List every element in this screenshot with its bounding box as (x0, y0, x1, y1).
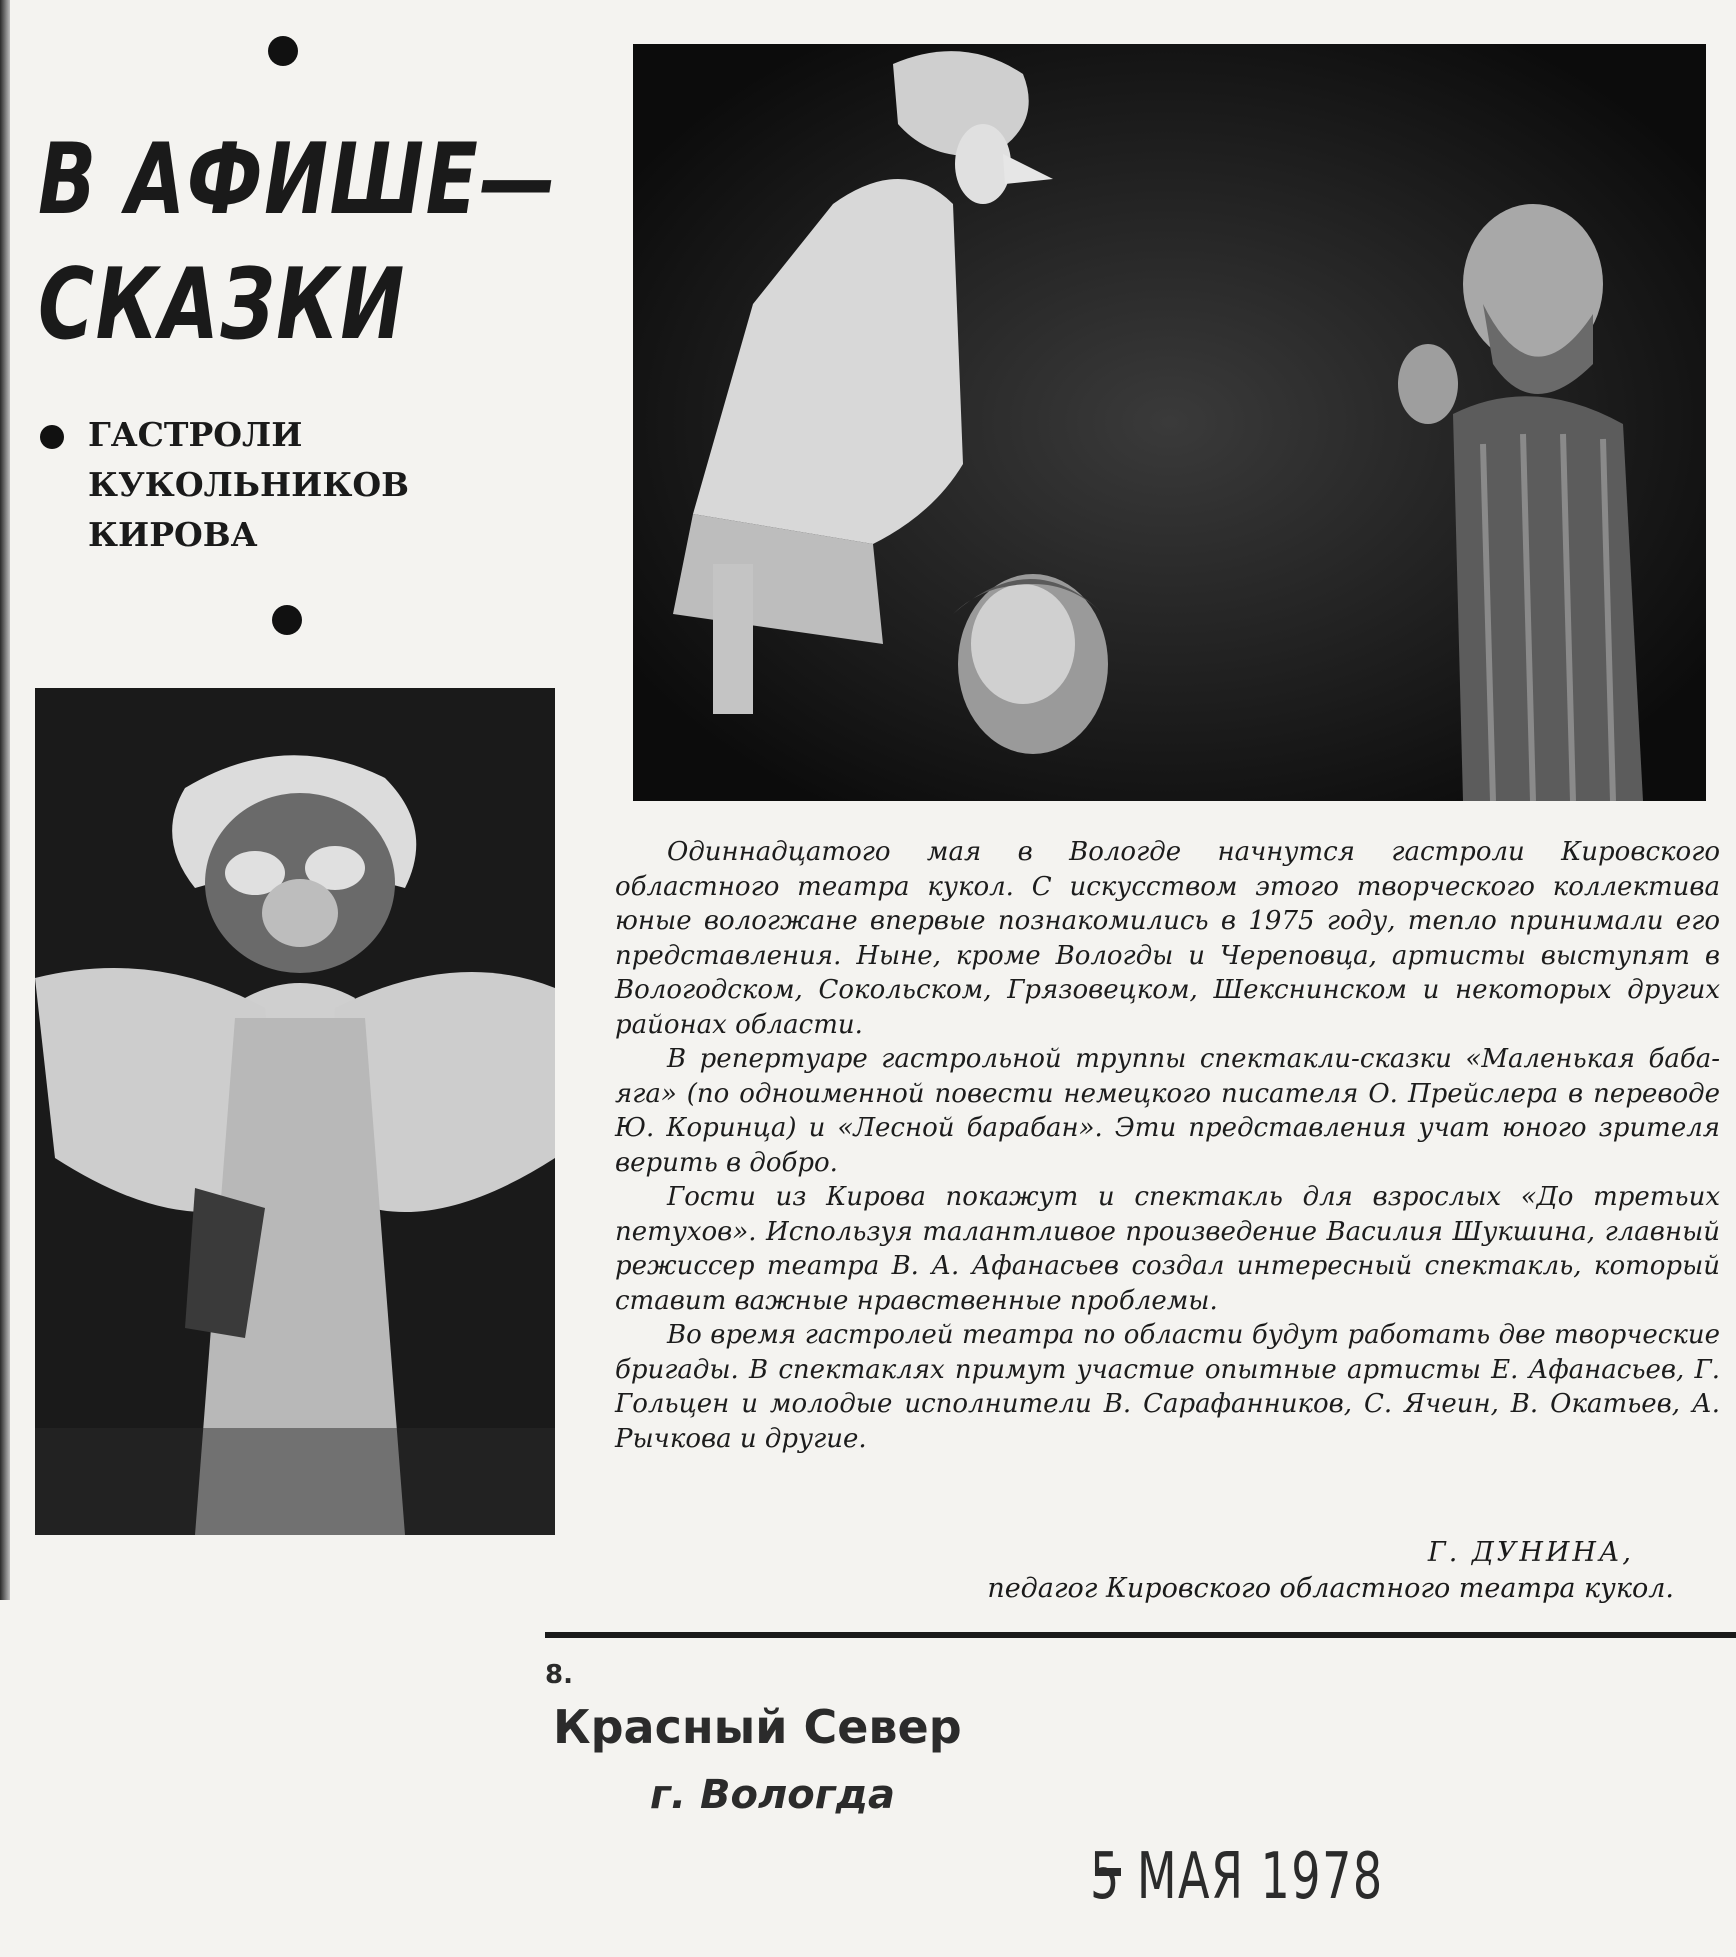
subheadline-line-1: ГАСТРОЛИ (88, 415, 303, 454)
article-signature (987, 1535, 1674, 1607)
headline-line-1: В АФИШЕ— (38, 123, 558, 237)
subheadline-line-2: КУКОЛЬНИКОВ (88, 465, 409, 504)
article-paragraph: Гости из Кирова покажут и спектакль для взрослых «До третьих петухов». Используя талантливое произведение Василия Шукшина, главный режиссер театра В. А. Афанасьев создал интересный спектакль, который ставит важные нравственные проблемы. (615, 1182, 1720, 1316)
article-paragraph: Одиннадцатого мая в Вологде начнутся гастроли Кировского областного театра кукол. С искусством этого творческого коллектива юные вологжане впервые познакомились в 1975 году, тепло принимали его представления. Ныне, кроме Вологды и Череповца, артисты выступят в Вологодском, Сокольском, Грязовецком, Шекснинском и некоторых других районах области. (615, 837, 1720, 1040)
stamp-newspaper: Красный Север (553, 1700, 962, 1754)
article-body (615, 835, 1720, 1456)
subheadline-line-3: КИРОВА (88, 515, 258, 554)
photo-puppet-image (35, 688, 555, 1535)
stamp-city: г. Вологда (650, 1772, 895, 1818)
decorative-bullet-top (268, 36, 298, 66)
author-title: педагог Кировского областного театра кукол. (987, 1573, 1674, 1604)
headline (38, 118, 557, 368)
decorative-bullet-middle (272, 605, 302, 635)
clipping-edge (0, 0, 10, 1600)
stamp-date: 5 МАЯ 1978 (1090, 1840, 1384, 1914)
article-paragraph: В репертуаре гастрольной труппы спектакли-сказки «Маленькая баба-яга» (по одноименной повести немецкого писателя О. Прейслера в переводе Ю. Коринца) и «Лесной барабан». Эти представления учат юного зрителя верить в добро. (615, 1044, 1720, 1178)
photo-puppet-scene-image (633, 44, 1706, 801)
photo-puppet-scene (633, 44, 1706, 801)
headline-line-2: СКАЗКИ (38, 248, 406, 362)
stamp-number: 8. (545, 1660, 573, 1690)
author-name: Г. ДУНИНА, (1427, 1537, 1634, 1568)
subheadline (88, 410, 409, 560)
subhead-bullet (40, 425, 64, 449)
article-paragraph: Во время гастролей театра по области будут работать две творческие бригады. В спектаклях примут участие опытные артисты Е. Афанасьев, Г. Гольцен и молодые исполнители В. Сарафанников, С. Ячеин, В. Окатьев, А. Рычкова и другие. (615, 1320, 1720, 1454)
photo-puppet (35, 688, 555, 1535)
clipping-cut-line (545, 1632, 1736, 1638)
